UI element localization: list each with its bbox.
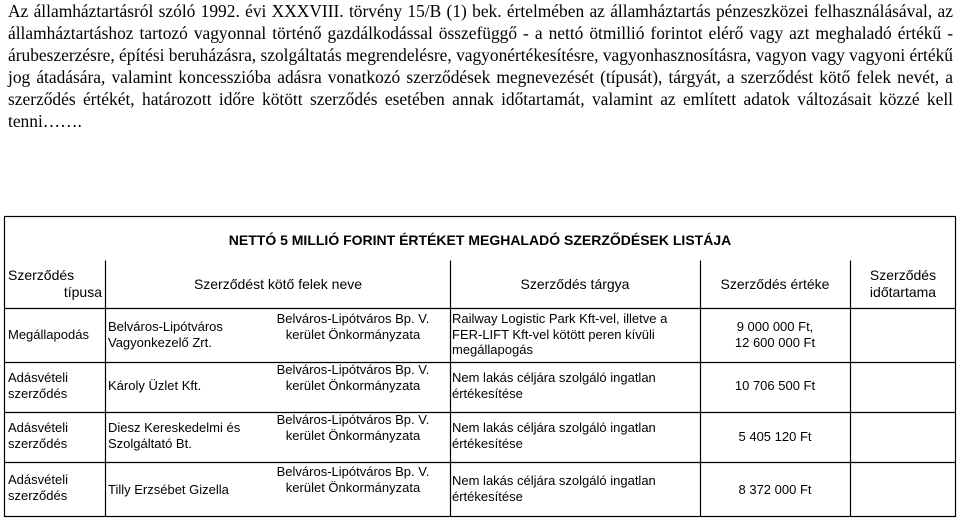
row3-type: Adásvételi szerződés bbox=[8, 420, 68, 451]
row2-type: Adásvételi szerződés bbox=[8, 370, 68, 401]
row4-subject: Nem lakás céljára szolgáló ingatlan értékesítése bbox=[452, 473, 656, 504]
row1-type: Megállapodás bbox=[8, 327, 89, 342]
row2-value bbox=[702, 378, 848, 394]
row1-value bbox=[702, 319, 848, 350]
row4-party1: Tilly Erzsébet Gizella bbox=[108, 482, 229, 497]
row4-party2: Belváros-Lipótváros Bp. V. kerület Önkormányzata bbox=[276, 464, 430, 495]
row2-party2: Belváros-Lipótváros Bp. V. kerület Önkormányzata bbox=[276, 362, 430, 393]
row4-type: Adásvételi szerződés bbox=[8, 472, 68, 503]
header-contract-type bbox=[8, 267, 102, 301]
header-parties: Szerződést kötő felek neve bbox=[193, 276, 363, 292]
row3-subject: Nem lakás céljára szolgáló ingatlan értékesítése bbox=[452, 420, 656, 451]
header-duration bbox=[852, 267, 954, 301]
row2-value-line1: 10 706 500 Ft bbox=[734, 378, 816, 393]
row3-value-line1: 5 405 120 Ft bbox=[738, 429, 812, 444]
row2-party1: Károly Üzlet Kft. bbox=[108, 378, 202, 393]
row1-party1: Belváros-Lipótváros Vagyonkezelő Zrt. bbox=[108, 319, 223, 350]
row1-subject: Railway Logistic Park Kft-vel, illetve a FER-LIFT Kft-vel kötött peren kívüli megállapogás bbox=[452, 311, 668, 357]
row1-value-line2: 12 600 000 Ft bbox=[734, 334, 816, 350]
row3-value bbox=[702, 429, 848, 445]
row4-value-line1: 8 372 000 Ft bbox=[738, 482, 812, 497]
header-duration-line1: Szerződés bbox=[869, 267, 937, 283]
table-title: NETTÓ 5 MILLIÓ FORINT ÉRTÉKET MEGHALADÓ SZERZŐDÉSEK LISTÁJA bbox=[228, 232, 732, 248]
table-border bbox=[5, 217, 956, 517]
header-value: Szerződés értéke bbox=[720, 276, 830, 292]
header-contract-type-line2: típusa bbox=[63, 284, 102, 300]
intro-paragraph: Az államháztartásról szóló 1992. évi XXXVIII. törvény 15/B (1) bek. értelmében az államháztartás pénzeszközei felhasználásával, az államháztartáshoz tartozó vagyonnal történő gazdálkodással összefüggő - a nettó ötmillió forintot elérő vagy azt meghaladó értékű - árubeszerzésre, építési beruházásra, szolgáltatás megrendelésre, vagyonértékesítésre, vagyonhasznosításra, vagyon vagy vagyoni értékű jog átadására, valamint koncesszióba adásra vonatkozó szerződések megnevezését (típusát), tárgyát, a szerződést kötő felek nevét, a szerződés értékét, határozott időre kötött szerződés esetében annak időtartamát, valamint az említett adatok változásait közzé kell tenni……. bbox=[8, 1, 953, 132]
header-duration-line2: időtartama bbox=[869, 284, 937, 300]
row1-value-line1: 9 000 000 Ft, bbox=[736, 319, 814, 334]
row3-party2: Belváros-Lipótváros Bp. V. kerület Önkormányzata bbox=[276, 412, 430, 443]
header-contract-type-line1: Szerződés bbox=[8, 267, 75, 283]
row4-value bbox=[702, 482, 848, 498]
row3-party1: Diesz Kereskedelmi és Szolgáltató Bt. bbox=[108, 420, 241, 451]
header-subject: Szerződés tárgya bbox=[520, 276, 630, 292]
row2-subject: Nem lakás céljára szolgáló ingatlan értékesítése bbox=[452, 370, 656, 401]
row1-party2: Belváros-Lipótváros Bp. V. kerület Önkormányzata bbox=[276, 311, 430, 342]
